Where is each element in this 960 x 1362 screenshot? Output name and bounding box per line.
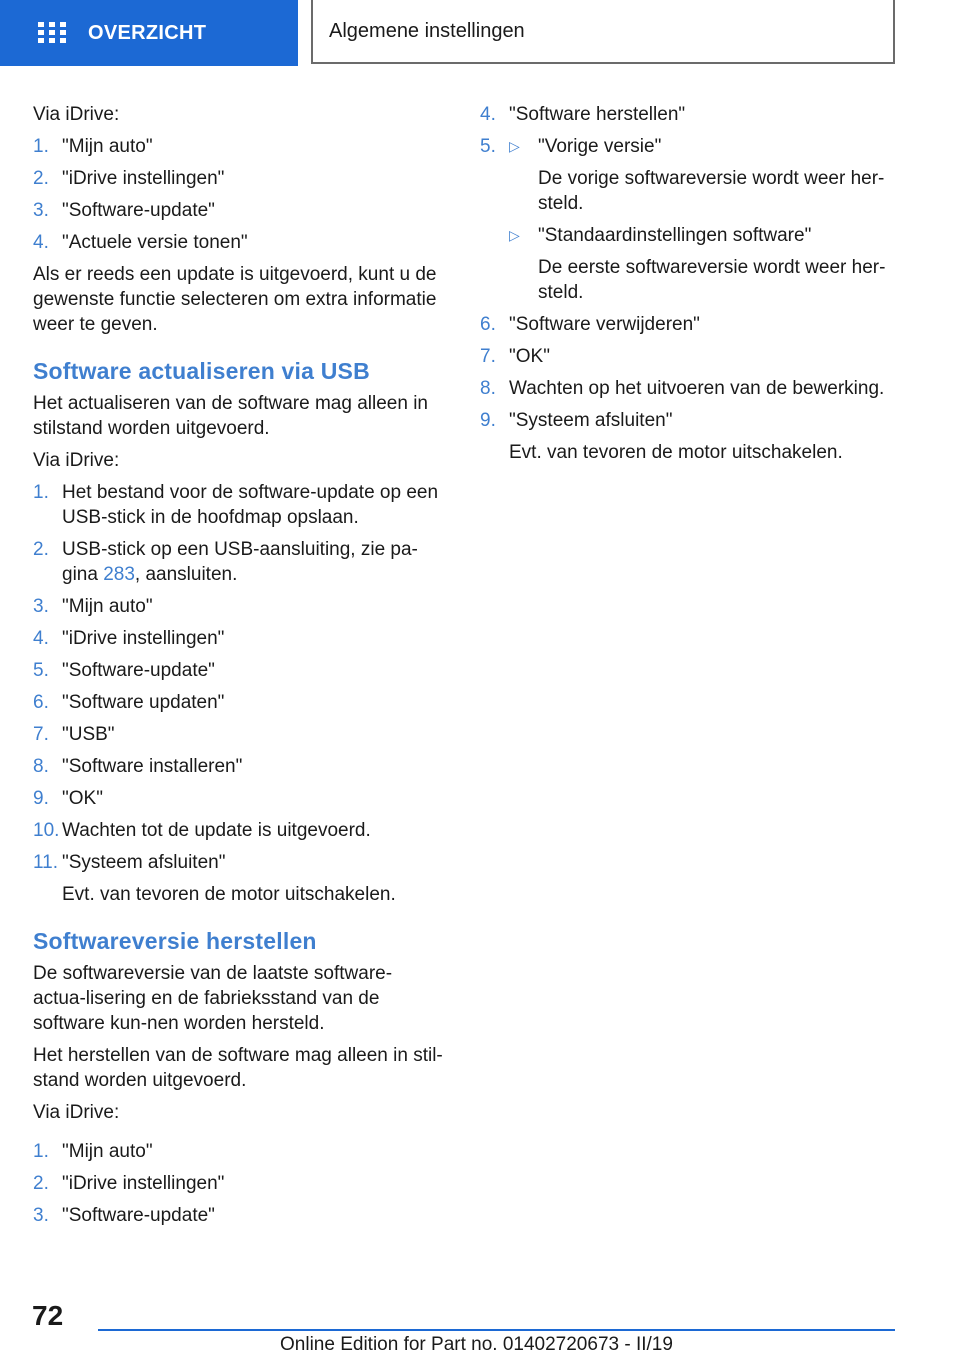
list-number: 11. bbox=[33, 852, 59, 873]
list-number: 4. bbox=[33, 628, 49, 649]
list-text: "USB" bbox=[62, 724, 115, 745]
list-item bbox=[33, 537, 443, 587]
list-item bbox=[33, 690, 443, 715]
list-text: "OK" bbox=[509, 346, 550, 367]
list-text: "iDrive instellingen" bbox=[62, 1173, 225, 1194]
list-item bbox=[33, 230, 443, 255]
list-text: "Software-update" bbox=[62, 660, 215, 681]
list-text: "Software updaten" bbox=[62, 692, 225, 713]
list-number: 3. bbox=[33, 596, 49, 617]
list-item bbox=[480, 376, 895, 401]
list-item bbox=[33, 1203, 443, 1228]
list-item bbox=[33, 1139, 443, 1164]
list-number: 1. bbox=[33, 482, 49, 503]
list-number: 3. bbox=[33, 200, 49, 221]
section-heading-restore: Softwareversie herstellen bbox=[33, 928, 317, 954]
list-subtext: Evt. van tevoren de motor uitschakelen. bbox=[62, 884, 396, 905]
list-item bbox=[33, 1171, 443, 1196]
intro-via: Via iDrive: bbox=[33, 104, 120, 125]
list-number: 5. bbox=[33, 660, 49, 681]
list-number: 1. bbox=[33, 1141, 49, 1162]
list-text: , aansluiten. bbox=[134, 564, 238, 585]
paragraph: Als er reeds een update is uitgevoerd, kunt u de gewenste functie selecteren om extra informatie weer te geven. bbox=[33, 264, 437, 335]
section-heading-usb: Software actualiseren via USB bbox=[33, 358, 370, 384]
list-item bbox=[33, 722, 443, 747]
list-text: "Software verwijderen" bbox=[509, 314, 700, 335]
list-item bbox=[480, 312, 895, 337]
breadcrumb-label: Algemene instellingen bbox=[329, 19, 525, 42]
list-number: 9. bbox=[480, 410, 496, 431]
list-text: "Actuele versie tonen" bbox=[62, 232, 248, 253]
list-number: 2. bbox=[33, 1173, 49, 1194]
list-item bbox=[33, 198, 443, 223]
paragraph: Het actualiseren van de software mag alleen in stilstand worden uitgevoerd. bbox=[33, 393, 429, 439]
list-number: 2. bbox=[33, 168, 49, 189]
right-column bbox=[480, 102, 895, 472]
list-number: 3. bbox=[33, 1205, 49, 1226]
list-number: 4. bbox=[33, 232, 49, 253]
breadcrumb bbox=[311, 0, 895, 64]
list-number: 6. bbox=[33, 692, 49, 713]
list-item bbox=[33, 134, 443, 159]
list-number: 9. bbox=[33, 788, 49, 809]
paragraph: Het herstellen van de software mag alleen in stil‐stand worden uitgevoerd. bbox=[33, 1045, 443, 1091]
list-text: USB-stick op een USB-aansluiting, zie pa‐gina bbox=[62, 539, 418, 585]
list-item bbox=[480, 102, 895, 127]
list-text: "Software herstellen" bbox=[509, 104, 686, 125]
steps-list-3 bbox=[33, 1139, 443, 1228]
overview-tab[interactable] bbox=[0, 0, 298, 66]
list-item bbox=[480, 134, 895, 305]
paragraph: De softwareversie van de laatste software-actua‐lisering en de fabrieksstand van de software kun‐nen worden hersteld. bbox=[33, 963, 393, 1034]
list-number: 7. bbox=[480, 346, 496, 367]
steps-list-1 bbox=[33, 134, 443, 255]
list-item bbox=[480, 344, 895, 369]
left-column bbox=[33, 102, 443, 1235]
list-text: "Mijn auto" bbox=[62, 596, 153, 617]
list-text: Wachten tot de update is uitgevoerd. bbox=[62, 820, 371, 841]
footer-edition: Online Edition for Part no. 01402720673 - II/19 bbox=[280, 1334, 673, 1355]
list-number: 10. bbox=[33, 820, 60, 841]
list-item bbox=[33, 626, 443, 651]
list-text: "Mijn auto" bbox=[62, 136, 153, 157]
option-label: "Standaardinstellingen software" bbox=[538, 225, 812, 246]
list-text: "OK" bbox=[62, 788, 103, 809]
via-label: Via iDrive: bbox=[33, 450, 120, 471]
option-label: "Vorige versie" bbox=[538, 136, 662, 157]
grid-menu-icon bbox=[38, 22, 66, 44]
list-item bbox=[33, 754, 443, 779]
option-description: De vorige softwareversie wordt weer her‐steld. bbox=[538, 168, 885, 214]
list-number: 2. bbox=[33, 539, 49, 560]
list-number: 5. bbox=[480, 136, 496, 157]
triangle-right-icon: ▷ bbox=[509, 138, 520, 154]
triangle-right-icon: ▷ bbox=[509, 227, 520, 243]
list-number: 8. bbox=[33, 756, 49, 777]
list-text: Het bestand voor de software-update op een USB-stick in de hoofdmap opslaan. bbox=[62, 482, 439, 528]
option-row bbox=[509, 223, 895, 305]
steps-list-2 bbox=[33, 480, 443, 907]
list-number: 1. bbox=[33, 136, 49, 157]
list-number: 4. bbox=[480, 104, 496, 125]
page-number: 72 bbox=[32, 1300, 64, 1331]
overview-label: OVERZICHT bbox=[88, 21, 207, 44]
list-text: "iDrive instellingen" bbox=[62, 628, 225, 649]
steps-list-continued bbox=[480, 102, 895, 465]
list-text: "Systeem afsluiten" bbox=[62, 852, 226, 873]
list-number: 7. bbox=[33, 724, 49, 745]
page-link[interactable]: 283 bbox=[103, 564, 135, 585]
list-text: Wachten op het uitvoeren van de bewerking. bbox=[509, 378, 885, 399]
list-text: "Software-update" bbox=[62, 200, 215, 221]
list-item bbox=[33, 594, 443, 619]
via-label: Via iDrive: bbox=[33, 1102, 120, 1123]
list-item bbox=[33, 786, 443, 811]
option-description: De eerste softwareversie wordt weer her‐steld. bbox=[538, 257, 886, 303]
list-subtext: Evt. van tevoren de motor uitschakelen. bbox=[509, 442, 843, 463]
list-item bbox=[33, 658, 443, 683]
list-number: 6. bbox=[480, 314, 496, 335]
list-text: "Software installeren" bbox=[62, 756, 243, 777]
list-number: 8. bbox=[480, 378, 496, 399]
list-text: "iDrive instellingen" bbox=[62, 168, 225, 189]
top-bar bbox=[0, 0, 960, 66]
list-item bbox=[33, 818, 443, 843]
list-item bbox=[33, 850, 443, 907]
list-text: "Software-update" bbox=[62, 1205, 215, 1226]
list-item bbox=[33, 166, 443, 191]
footer-divider bbox=[98, 1329, 895, 1331]
list-text: "Systeem afsluiten" bbox=[509, 410, 673, 431]
list-text: "Mijn auto" bbox=[62, 1141, 153, 1162]
option-row bbox=[509, 134, 895, 216]
list-item bbox=[480, 408, 895, 465]
list-item bbox=[33, 480, 443, 530]
